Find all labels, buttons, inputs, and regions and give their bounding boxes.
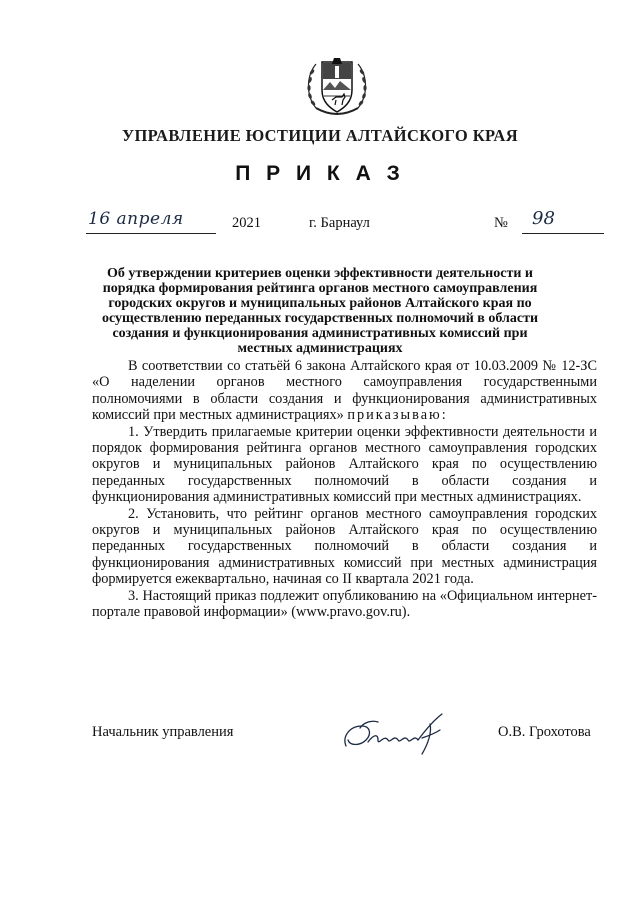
number-sign: № (494, 215, 508, 231)
item-2: 2. Установить, что рейтинг органов местного самоуправления городских округов и муниципальных районов Алтайского края по осуществлению переданных государственных полномочий в области создания и функционирования административных комиссий при местных администрация формируется ежеквартально, начиная со II квартала 2021 года. (92, 505, 597, 588)
handwritten-date: 16 апреля (88, 209, 184, 229)
item-1: 1. Утвердить прилагаемые критерии оценки эффективности деятельности и порядок формирования рейтинга органов местного самоуправления городских округов и муниципальных районов Алтайского края по осуществлению переданных государственных полномочий в области создания и функционирования административных комиссий при местных администрациях. (92, 423, 597, 506)
signature-block (0, 718, 640, 768)
document-body (92, 358, 597, 621)
coat-of-arms-icon (302, 50, 372, 122)
preamble-text: В соответствии со статьёй 6 закона Алтайского края от 10.03.2009 № 12-ЗС «О наделении органов местного самоуправления государственными полномочиями в области создания и функционирования административных комиссий при местных администрациях» (92, 358, 597, 424)
preamble-paragraph (92, 358, 597, 424)
order-word: приказываю: (347, 407, 448, 424)
number-field (522, 208, 604, 234)
signatory-name: О.В. Грохотова (498, 724, 591, 740)
date-field (86, 211, 216, 234)
handwritten-signature-icon (338, 710, 458, 760)
dateline (0, 208, 640, 238)
handwritten-number: 98 (532, 208, 555, 229)
year: 2021 (232, 215, 261, 231)
document-type: П Р И К А З (235, 162, 405, 185)
document-title: Об утверждении критериев оценки эффективности деятельности и порядка формирования рейтинга органов местного самоуправления городских округов и муниципальных районов Алтайского края по осуществлению переданных государственных полномочий в области создания и функционирования административных комиссий при местных администрациях (101, 266, 539, 356)
city: г. Барнаул (309, 215, 370, 231)
organization-name: УПРАВЛЕНИЕ ЮСТИЦИИ АЛТАЙСКОГО КРАЯ (121, 126, 519, 145)
signatory-role: Начальник управления (92, 724, 234, 740)
item-3: 3. Настоящий приказ подлежит опубликованию на «Официальном интернет-портале правовой информации» (www.pravo.gov.ru). (92, 587, 597, 621)
